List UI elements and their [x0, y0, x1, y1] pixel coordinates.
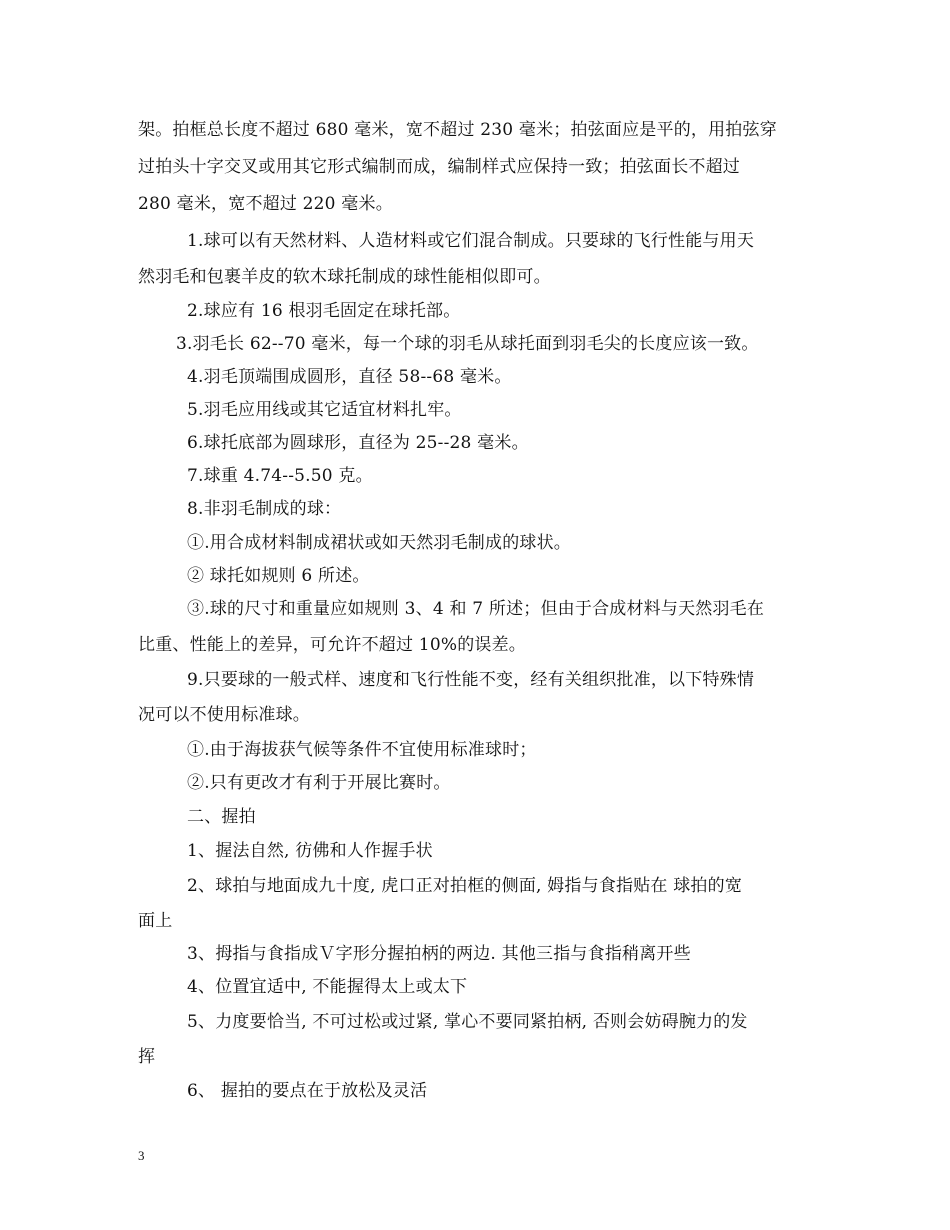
page-number: 3 [138, 1148, 145, 1163]
text-line-16: 比重、性能上的差异，可允许不超过 10%的误差。 [138, 635, 526, 655]
text-line-19: ①.由于海拔获气候等条件不宜使用标准球时； [187, 740, 537, 760]
text-line-1: 架。拍框总长度不超过 680 毫米，宽不超过 230 毫米；拍弦面应是平的，用拍弦穿 [138, 120, 777, 140]
text-line-12: 8.非羽毛制成的球： [187, 499, 342, 519]
text-line-26: 4、位置宜适中, 不能握得太上或太下 [187, 977, 468, 997]
text-line-29: 6、 握拍的要点在于放松及灵活 [187, 1081, 428, 1101]
text-line-9: 5.羽毛应用线或其它适宜材料扎牢。 [187, 400, 462, 420]
section-heading: 二、握拍 [187, 807, 256, 827]
text-line-27: 5、力度要恰当, 不可过松或过紧, 掌心不要同紧拍柄, 否则会妨碍腕力的发 [187, 1012, 748, 1032]
text-line-7: 3.羽毛长 62--70 毫米，每一个球的羽毛从球托面到羽毛尖的长度应该一致。 [176, 334, 759, 354]
text-line-17: 9.只要球的一般式样、速度和飞行性能不变，经有关组织批准，以下特殊情 [187, 670, 755, 690]
text-line-25: 3、拇指与食指成Ｖ字形分握拍柄的两边. 其他三指与食指稍离开些 [187, 944, 691, 964]
text-line-14: ② 球托如规则 6 所述。 [187, 566, 370, 586]
text-line-8: 4.羽毛顶端围成圆形，直径 58--68 毫米。 [187, 367, 512, 387]
text-line-2: 过拍头十字交叉或用其它形式编制而成，编制样式应保持一致；拍弦面长不超过 [138, 157, 740, 177]
text-line-13: ①.用合成材料制成裙状或如天然羽毛制成的球状。 [187, 533, 572, 553]
text-line-15: ③.球的尺寸和重量应如规则 3、4 和 7 所述；但由于合成材料与天然羽毛在 [187, 599, 765, 619]
text-line-20: ②.只有更改才有利于开展比赛时。 [187, 773, 451, 793]
text-line-3: 280 毫米，宽不超过 220 毫米。 [138, 194, 393, 214]
text-line-24: 面上 [138, 911, 173, 931]
text-line-11: 7.球重 4.74--5.50 克。 [187, 466, 373, 486]
text-line-4: 1.球可以有天然材料、人造材料或它们混合制成。只要球的飞行性能与用天 [187, 231, 755, 251]
text-line-5: 然羽毛和包裹羊皮的软木球托制成的球性能相似即可。 [138, 267, 551, 287]
text-line-23: 2、球拍与地面成九十度, 虎口正对拍框的侧面, 姆指与食指贴在 球拍的宽 [187, 876, 743, 896]
text-line-22: 1、握法自然, 彷佛和人作握手状 [187, 841, 433, 861]
text-line-18: 况可以不使用标准球。 [138, 705, 310, 725]
text-line-28: 挥 [138, 1047, 156, 1067]
text-line-6: 2.球应有 16 根羽毛固定在球托部。 [187, 301, 461, 321]
text-line-10: 6.球托底部为圆球形，直径为 25--28 毫米。 [187, 433, 529, 453]
